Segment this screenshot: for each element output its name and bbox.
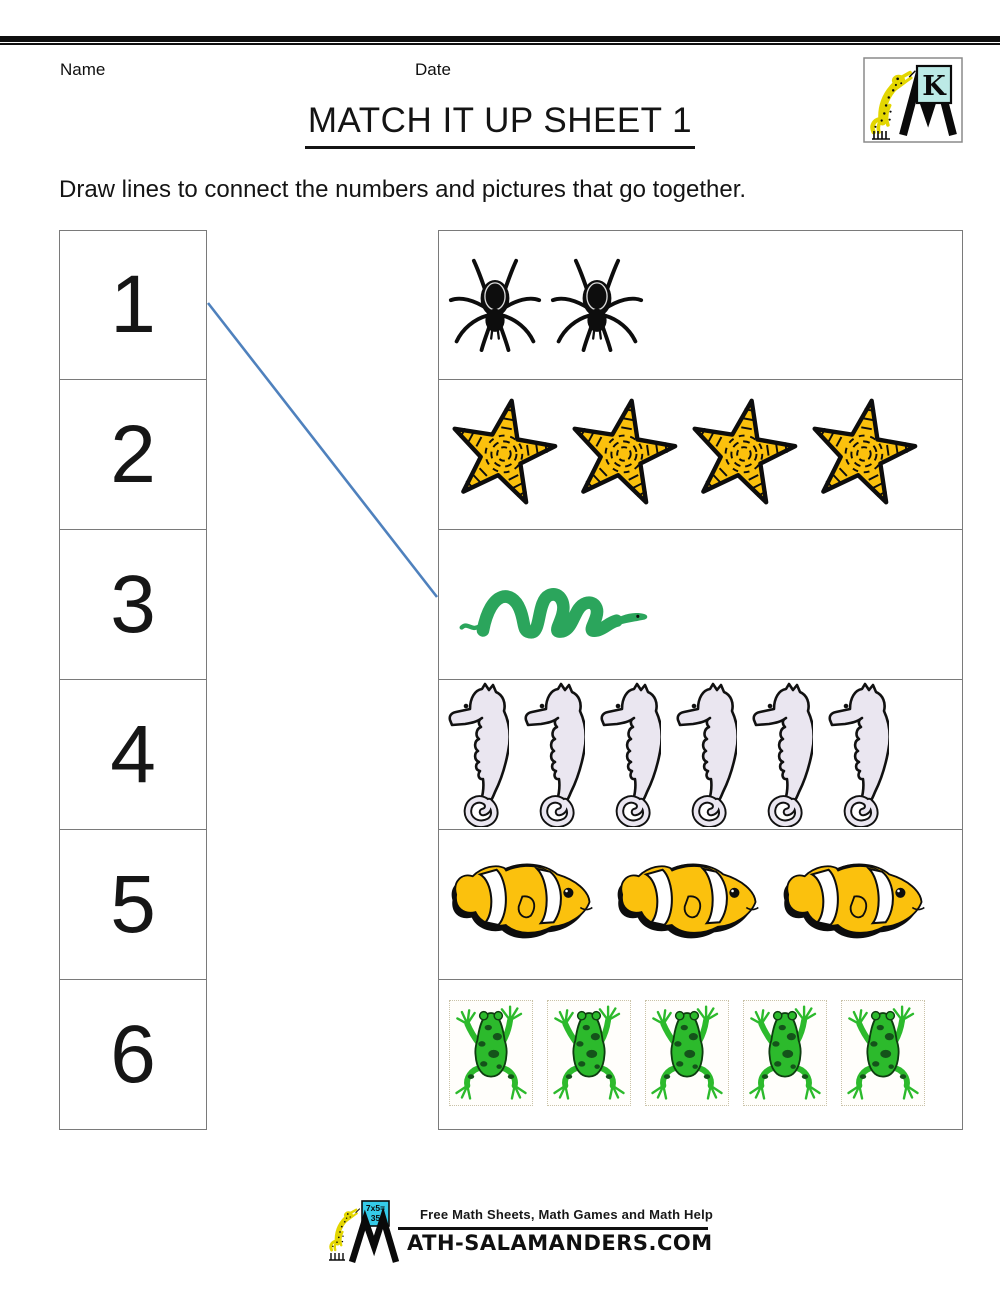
seahorse-icon [447, 682, 509, 827]
picture-row-frogs[interactable] [438, 980, 963, 1130]
pictures-column [438, 230, 963, 1130]
picture-row-spiders[interactable] [438, 230, 963, 380]
numbers-column [59, 230, 207, 1130]
clownfish-icon [445, 856, 597, 948]
footer-tagline: Free Math Sheets, Math Games and Math Help [420, 1207, 714, 1222]
footer [0, 1195, 1000, 1290]
picture-row-snake[interactable] [438, 530, 963, 680]
seahorse-icon [675, 682, 737, 827]
top-divider [0, 36, 1000, 45]
starfish-icon [563, 394, 681, 510]
starfish-icon [683, 394, 801, 510]
seahorse-icon [523, 682, 585, 827]
logo-k-letter: K [922, 71, 946, 102]
frog-icon [645, 1000, 729, 1106]
frog-icon [841, 1000, 925, 1106]
starfish-icon [803, 394, 921, 510]
spider-icon [549, 256, 645, 352]
page-title: MATCH IT UP SHEET 1 [305, 101, 695, 149]
picture-row-seahorses[interactable] [438, 680, 963, 830]
frog-icon [547, 1000, 631, 1106]
spider-icon [447, 256, 543, 352]
seahorse-icon [751, 682, 813, 827]
picture-row-clownfish[interactable] [438, 830, 963, 980]
footer-wordmark[interactable]: ATH-SALAMANDERS.COM [407, 1231, 713, 1255]
date-label: Date [415, 60, 451, 79]
clownfish-icon [611, 856, 763, 948]
name-label: Name [60, 60, 106, 79]
stool-icon [329, 1253, 345, 1260]
frog-icon [743, 1000, 827, 1106]
number-cell-4[interactable]: 4 [59, 680, 207, 830]
number-cell-6[interactable]: 6 [59, 980, 207, 1130]
number-cell-1[interactable]: 1 [59, 230, 207, 380]
snake-icon [455, 582, 660, 642]
number-cell-5[interactable]: 5 [59, 830, 207, 980]
frog-icon [449, 1000, 533, 1106]
seahorse-icon [599, 682, 661, 827]
number-cell-2[interactable]: 2 [59, 380, 207, 530]
picture-row-starfish[interactable] [438, 380, 963, 530]
starfish-icon [443, 394, 561, 510]
clownfish-icon [777, 856, 929, 948]
board-equation-line2: 35 [370, 1213, 381, 1223]
footer-logo [326, 1200, 408, 1264]
footer-rule [398, 1227, 708, 1230]
board-equation-line1: 7x5= [365, 1203, 386, 1213]
instruction-text: Draw lines to connect the numbers and pictures that go together. [59, 176, 747, 203]
seahorse-icon [827, 682, 889, 827]
number-cell-3[interactable]: 3 [59, 530, 207, 680]
